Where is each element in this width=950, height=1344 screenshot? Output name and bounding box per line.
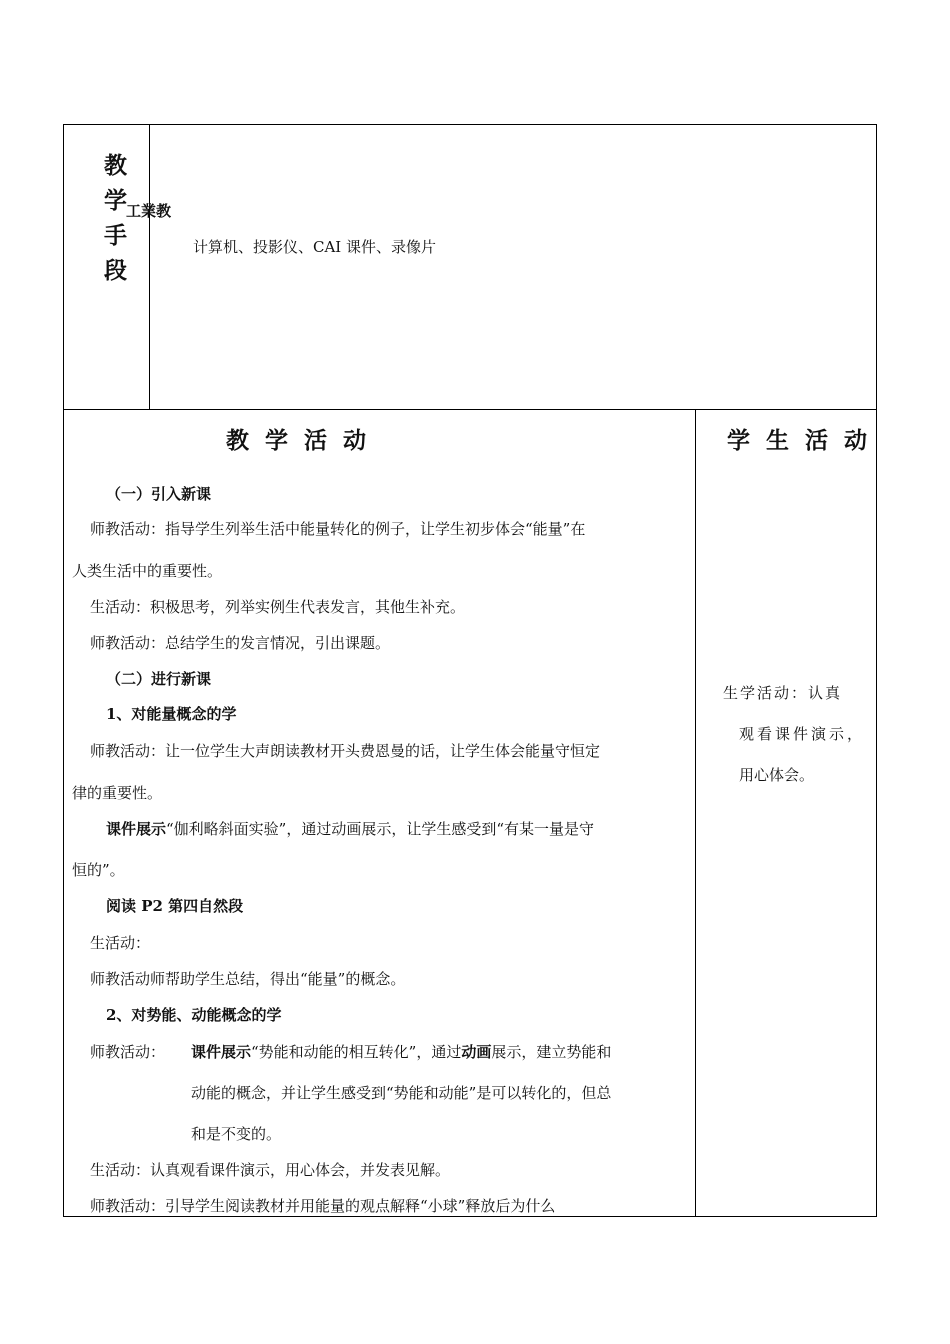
student-activity-line-2: 生活动： — [90, 934, 151, 952]
teacher-activity-line-3 — [90, 740, 600, 761]
teacher-activity-line-2 — [90, 632, 390, 653]
row-divider — [63, 409, 877, 410]
teacher-activity-line-4 — [90, 968, 405, 989]
reading-assignment: 阅读 P2 第四自然段 — [106, 897, 244, 915]
section-1-title: （一）引入新课 — [106, 485, 212, 503]
table-top-border — [63, 124, 877, 125]
courseware-line-1 — [106, 818, 594, 839]
column-divider — [695, 409, 696, 1217]
student-activity-label: 生活动： — [90, 598, 151, 616]
teacher-activity-line-1 — [90, 518, 585, 539]
teacher-activity-label: 师教活动： — [90, 520, 166, 538]
means-content: 计算机、投影仪、CAI 课件、录像片 — [193, 238, 437, 256]
section-2-title: （二）进行新课 — [106, 670, 212, 688]
courseware-label: 课件展示 — [106, 820, 167, 838]
teaching-activity-header: 教 学 活 动 — [226, 427, 371, 454]
student-activity-label: 生活动： — [90, 1161, 151, 1179]
teacher-activity-text: 让一位学生大声朗读教材开头费恩曼的话，让学生体会能量守恒定 — [165, 742, 601, 760]
teacher-activity-text: 师帮助学生总结，得出“能量”的概念。 — [150, 970, 406, 988]
teacher-activity-label: 师教活动： — [90, 1197, 166, 1215]
student-activity-text: 认真观看课件演示，用心体会，并发表见解。 — [150, 1161, 451, 1179]
courseware-text: “势能和动能的相互转化”，通过 — [251, 1043, 462, 1061]
table-bottom-border — [63, 1216, 877, 1217]
courseware-label: 课件展示 — [191, 1043, 252, 1061]
student-activity-line-1 — [90, 596, 465, 617]
table-right-border — [876, 124, 877, 1217]
teacher-activity-text: 总结学生的发言情况，引出课题。 — [165, 634, 391, 652]
teacher-activity-label: 师教活动 — [90, 970, 151, 988]
teacher-activity-line-1-cont: 人类生活中的重要性。 — [72, 562, 223, 580]
student-activity-header: 学 生 活 动 — [727, 427, 872, 454]
teacher-activity-line-3-cont: 律的重要性。 — [72, 784, 163, 802]
student-column-line-1: 生学活动：认真 — [723, 684, 843, 702]
means-label-char-1: 教 — [104, 152, 127, 179]
student-column-line-2: 观看课件演示， — [739, 725, 866, 743]
means-divider — [149, 124, 150, 410]
subsection-1-title: 1、对能量概念的学 — [106, 705, 237, 723]
means-label-char-3: 手 — [104, 222, 127, 249]
student-column-line-3: 用心体会。 — [739, 766, 815, 784]
teacher-activity-label-5: 师教活动： — [90, 1043, 166, 1061]
courseware-text-2: 展示，建立势能和 — [491, 1043, 612, 1061]
courseware-line-2-cont-1: 动能的概念，并让学生感受到“势能和动能”是可以转化的，但总 — [191, 1084, 612, 1102]
student-activity-text: 积极思考，列举实例生代表发言，其他生补充。 — [150, 598, 466, 616]
means-overlap-text: 工業教 — [126, 202, 172, 220]
animation-label: 动画 — [461, 1043, 492, 1061]
teacher-activity-text: 指导学生列举生活中能量转化的例子，让学生初步体会“能量”在 — [165, 520, 586, 538]
means-label-char-2: 学 — [104, 187, 127, 214]
courseware-line-2 — [191, 1041, 611, 1062]
courseware-line-1-cont: 恒的”。 — [72, 861, 125, 879]
teacher-activity-label: 师教活动： — [90, 742, 166, 760]
means-label-char-4: 段 — [104, 257, 127, 284]
table-left-border — [63, 124, 64, 1217]
subsection-2-title: 2、对势能、动能概念的学 — [106, 1006, 282, 1024]
courseware-text: “伽利略斜面实验”，通过动画展示，让学生感受到“有某一量是守 — [166, 820, 595, 838]
student-activity-line-3 — [90, 1159, 450, 1180]
teacher-activity-text: 引导学生阅读教材并用能量的观点解释“小球”释放后为什么 — [165, 1197, 556, 1215]
teacher-activity-line-6 — [90, 1195, 555, 1216]
courseware-line-2-cont-2: 和是不变的。 — [191, 1125, 282, 1143]
teacher-activity-label: 师教活动： — [90, 634, 166, 652]
